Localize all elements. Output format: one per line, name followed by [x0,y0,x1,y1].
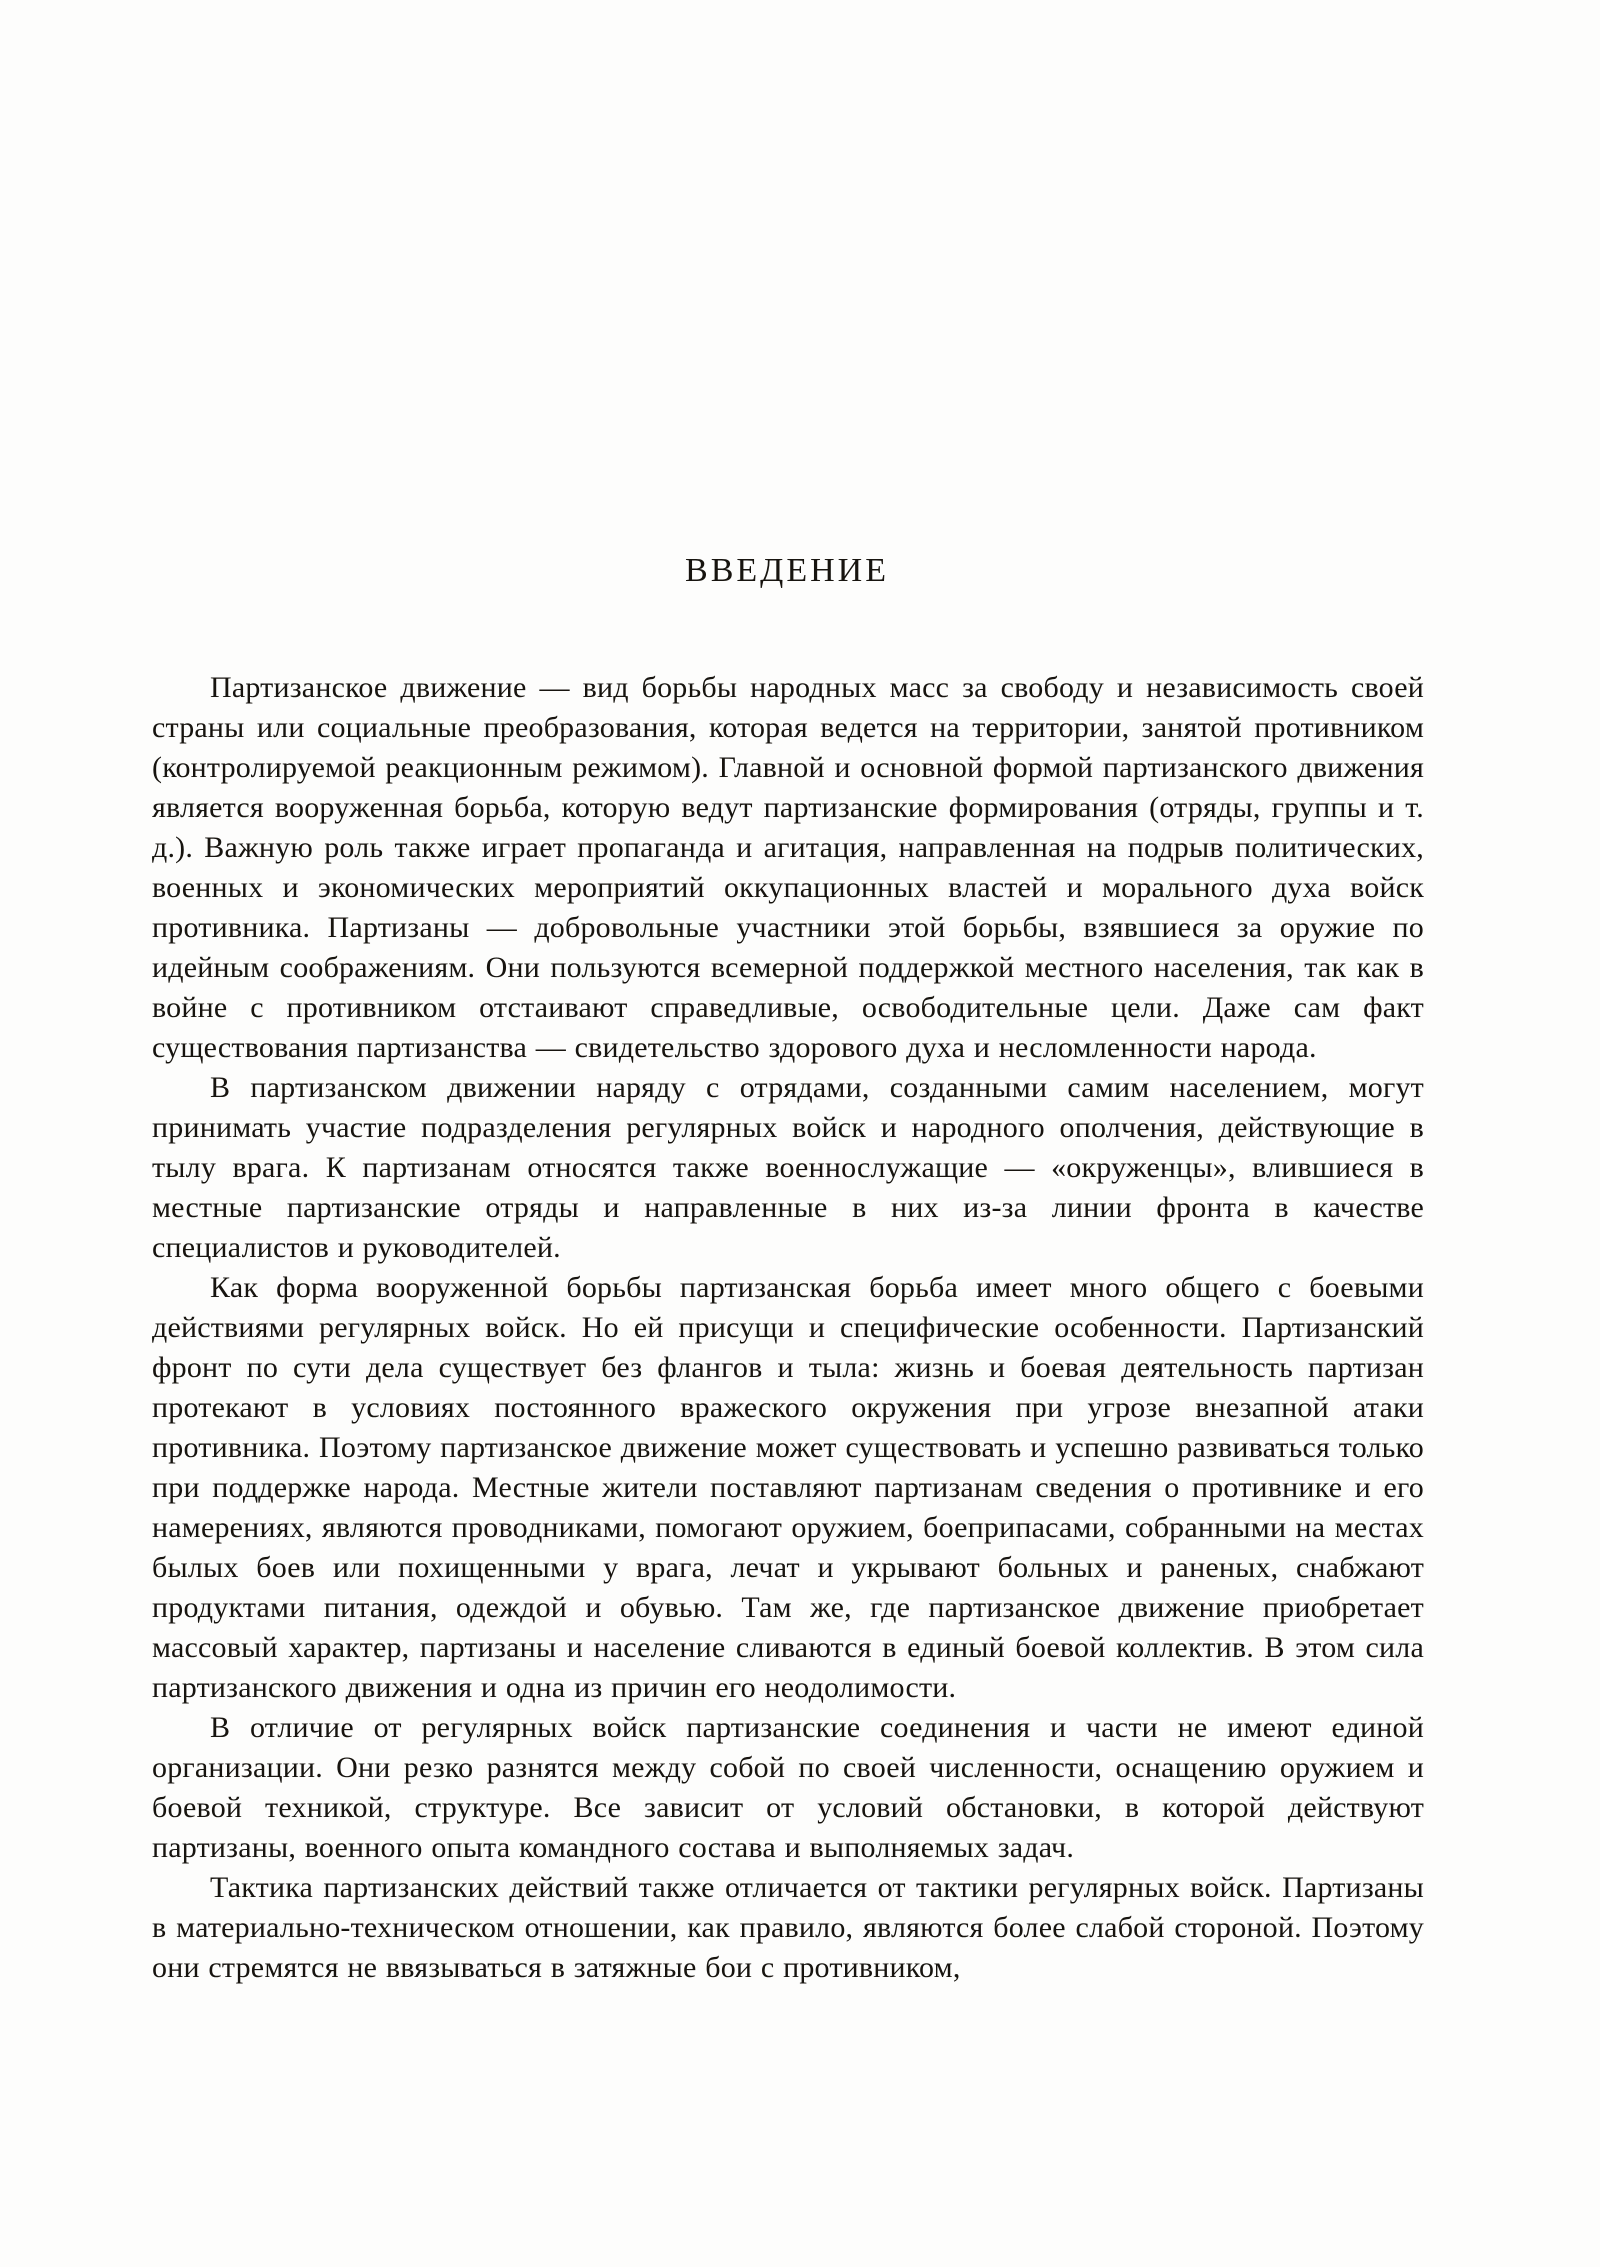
paragraph-1: Партизанское движение — вид борьбы народных масс за свободу и независимость своей страны или социальные преобразования, которая ведется на территории, занятой противником (контролируемой реакционным режимом). Главной и основной формой партизанского движения является вооруженная борьба, которую ведут партизанские формирования (отряды, группы и т. д.). Важную роль также играет пропаганда и агитация, направленная на подрыв политических, военных и экономических мероприятий оккупационных властей и морального духа войск противника. Партизаны — добровольные участники этой борьбы, взявшиеся за оружие по идейным соображениям. Они пользуются всемерной поддержкой местного населения, так как в войне с противником отстаивают справедливые, освободительные цели. Даже сам факт существования партизанства — свидетельство здорового духа и несломленности народа. [152,671,1424,1064]
paragraph-4: В отличие от регулярных войск партизанские соединения и части не имеют единой организации. Они резко разнятся между собой по своей численности, оснащению оружием и боевой техникой, структуре. Все зависит от условий обстановки, в которой действуют партизаны, военного опыта командного состава и выполняемых задач. [152,1711,1424,1864]
chapter-title: ВВЕДЕНИЕ [685,552,889,589]
body-text [152,668,1424,1988]
paragraph-2: В партизанском движении наряду с отрядами, созданными самим населением, могут принимать участие подразделения регулярных войск и народного ополчения, действующие в тылу врага. К партизанам относятся также военнослужащие — «окруженцы», влившиеся в местные партизанские отряды и направленные в них из-за линии фронта в качестве специалистов и руководителей. [152,1071,1424,1264]
paragraph-3: Как форма вооруженной борьбы партизанская борьба имеет много общего с боевыми действиями регулярных войск. Но ей присущи и специфические особенности. Партизанский фронт по сути дела существует без флангов и тыла: жизнь и боевая деятельность партизан протекают в условиях постоянного вражеского окружения при угрозе внезапной атаки противника. Поэтому партизанское движение может существовать и успешно развиваться только при поддержке народа. Местные жители поставляют партизанам сведения о противнике и его намерениях, являются проводниками, помогают оружием, боеприпасами, собранными на местах былых боев или похищенными у врага, лечат и укрывают больных и раненых, снабжают продуктами питания, одеждой и обувью. Там же, где партизанское движение приобретает массовый характер, партизаны и население сливаются в единый боевой коллектив. В этом сила партизанского движения и одна из причин его неодолимости. [152,1271,1424,1704]
paragraph-5: Тактика партизанских действий также отличается от тактики регулярных войск. Партизаны в материально-техническом отношении, как правило, являются более слабой стороной. Поэтому они стремятся не ввязываться в затяжные бои с противником, [152,1871,1424,1984]
